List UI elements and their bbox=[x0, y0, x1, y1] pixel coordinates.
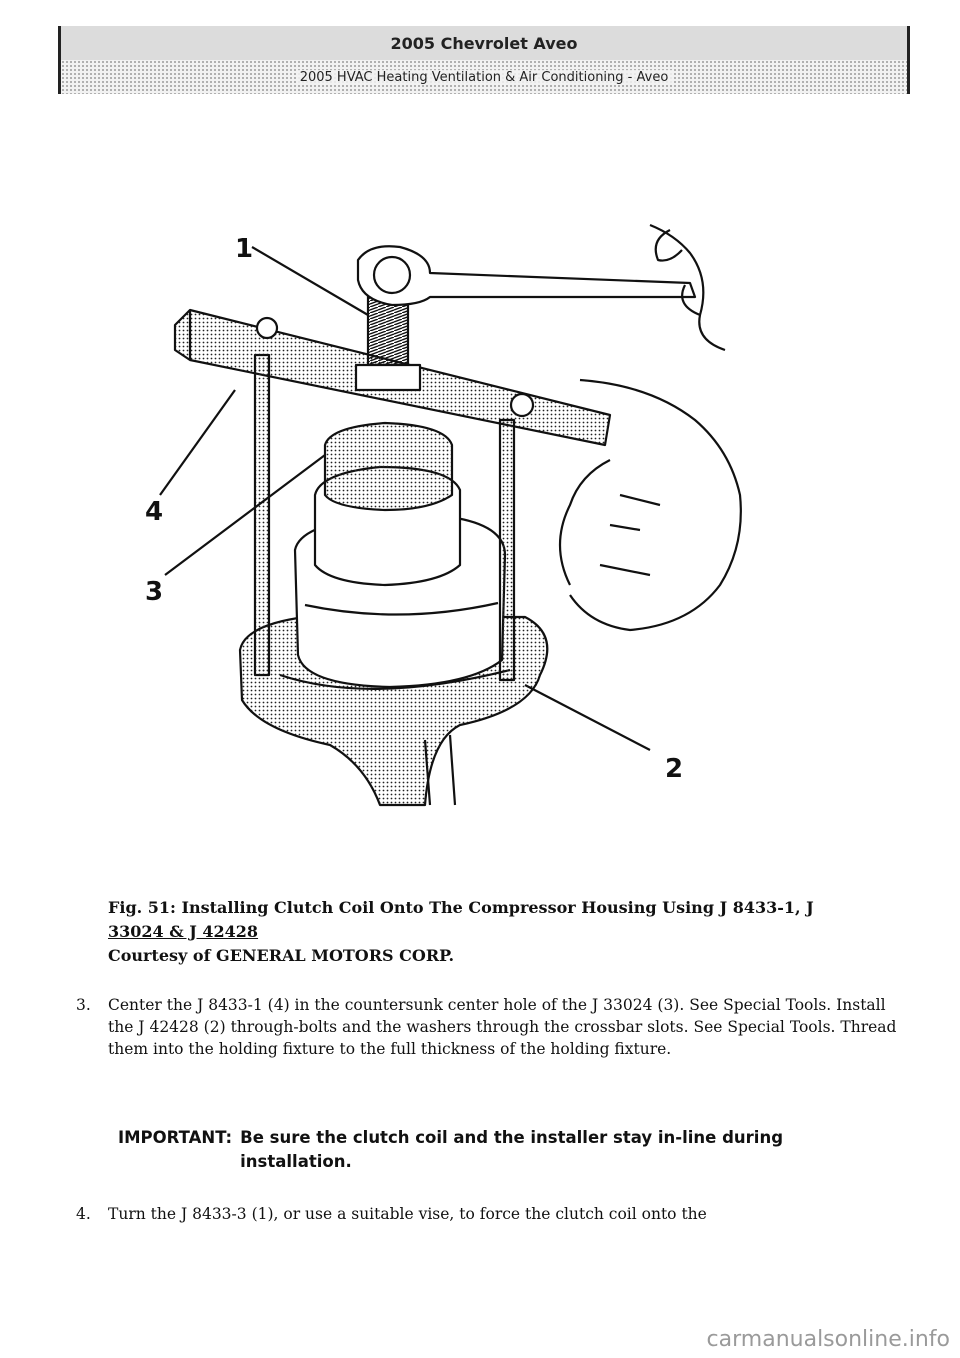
caption-title bbox=[108, 896, 898, 944]
important-label: IMPORTANT: bbox=[118, 1128, 233, 1147]
header-subtitle: 2005 HVAC Heating Ventilation & Air Conditioning - Aveo bbox=[296, 70, 673, 85]
step-number: 3. bbox=[76, 996, 91, 1014]
callout-3: 3 bbox=[145, 577, 164, 607]
leader-1 bbox=[252, 247, 368, 315]
callout-2: 2 bbox=[665, 754, 684, 784]
caption-title-line2: 33024 & J 42428 bbox=[108, 922, 259, 941]
step-3 bbox=[76, 994, 906, 1060]
step-text: Center the J 8433-1 (4) in the countersunk center hole of the J 33024 (3). See Special Tools. Install the J 42428 (2) through-bolts and the washers through the crossbar slots. See Special Tools. Thread them into the holding fixture to the full thickness of the holding fixture. bbox=[108, 996, 897, 1058]
callout-1: 1 bbox=[235, 234, 254, 264]
important-note bbox=[118, 1126, 898, 1174]
page-header bbox=[58, 26, 910, 94]
step-4 bbox=[76, 1203, 906, 1225]
callout-4: 4 bbox=[145, 497, 164, 527]
leader-4 bbox=[160, 390, 235, 495]
through-bolt-right bbox=[500, 420, 514, 680]
watermark: carmanualsonline.info bbox=[706, 1327, 950, 1352]
clutch-coil-installation-illustration bbox=[130, 205, 770, 845]
through-bolt-left bbox=[255, 355, 269, 675]
step-number: 4. bbox=[76, 1205, 91, 1223]
caption-title-line1: Fig. 51: Installing Clutch Coil Onto The Compressor Housing Using J 8433-1, J bbox=[108, 898, 814, 917]
header-title: 2005 Chevrolet Aveo bbox=[61, 26, 907, 60]
figure-caption bbox=[108, 896, 898, 968]
important-text: Be sure the clutch coil and the installer stay in-line during installation. bbox=[240, 1128, 784, 1171]
leader-2 bbox=[525, 685, 650, 750]
caption-courtesy: Courtesy of GENERAL MOTORS CORP. bbox=[108, 946, 455, 965]
installer-j33024 bbox=[325, 423, 452, 510]
header-subtitle-bar bbox=[61, 60, 907, 94]
step-text: Turn the J 8433-3 (1), or use a suitable vise, to force the clutch coil onto the bbox=[108, 1205, 707, 1223]
